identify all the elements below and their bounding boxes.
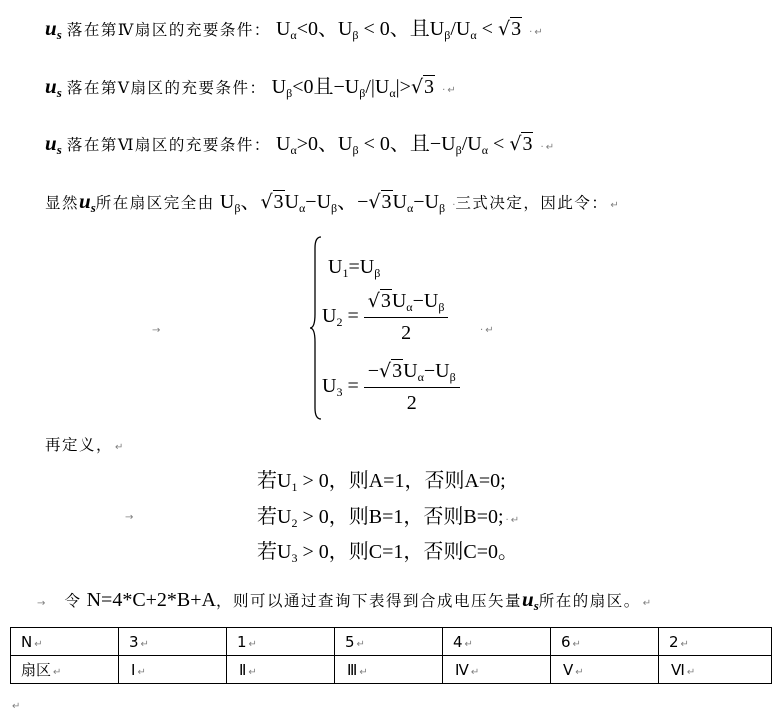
- condition-sector-6: $u_s$ 落在第Ⅵ扇区的充要条件： $U_\alpha>0$、$U_\beta < 0$、且$-U_\beta/U_\alpha < √3$ · ↵: [45, 131, 555, 157]
- sector-table: [10, 627, 772, 684]
- end-mark: ↵: [12, 701, 21, 712]
- us-symbol: $u_s$: [79, 189, 96, 215]
- us-symbol: $u_s$: [45, 74, 62, 100]
- determination-sentence: 显然$u_s$所在扇区完全由 $U_\beta$、$√3U_\alpha-U_\beta$、$-√3U_\alpha-U_\beta$ ·三式决定，因此令： ↵: [45, 189, 619, 215]
- tab-arrow: →: [125, 512, 134, 523]
- table-row: N ↵ 3 ↵ 1 ↵ 5 ↵ 4 ↵ 6 ↵ 2 ↵: [11, 628, 772, 656]
- table-row: 扇区 ↵ Ⅰ ↵ Ⅱ ↵ Ⅲ ↵ Ⅳ ↵ Ⅴ ↵ Ⅵ ↵: [11, 656, 772, 684]
- us-symbol: $u_s$: [522, 587, 539, 613]
- condition-b: 若$U_2 > 0$，则B=1，否则B=0; · ↵: [257, 506, 520, 530]
- condition-sector-5: $u_s$ 落在第Ⅴ扇区的充要条件： $U_\beta<0$且$-U_\beta/|U_\alpha|>√3$ · ↵: [45, 74, 456, 100]
- condition-sector-4: $u_s$ 落在第Ⅳ扇区的充要条件： $U_\alpha<0$、$U_\beta < 0$、且$U_\beta/U_\alpha < √3$ · ↵: [45, 16, 543, 42]
- paragraph-mark: · ↵: [480, 325, 494, 336]
- table-intro: → 令 N=4*C+2*B+A，则可以通过查询下表得到合成电压矢量$u_s$所在的扇区。 ↵: [37, 587, 652, 613]
- tab-arrow: →: [152, 325, 161, 336]
- equation-u1: $U_1=U_\beta$: [328, 256, 381, 280]
- equation-u2: $U_2$ = $\frac{√3U_\alpha-U_\beta}{2}$: [322, 290, 448, 345]
- condition-formula: $U_\alpha<0$、$U_\beta < 0$、且$U_\beta/U_\alpha < √3$: [275, 18, 522, 42]
- condition-formula: $U_\beta<0$且$-U_\beta/|U_\alpha|>√3$: [271, 76, 435, 100]
- equation-u3: $U_3$ = $\frac{-√3U_\alpha-U_\beta}{2}$: [322, 360, 460, 415]
- redefine-label: 再定义， ↵: [45, 436, 124, 454]
- condition-a: 若$U_1 > 0$，则A=1，否则A=0;: [257, 470, 506, 494]
- us-symbol: $u_s$: [45, 16, 62, 42]
- three-expressions: $U_\beta$、$√3U_\alpha-U_\beta$、$-√3U_\alpha-U_\beta$: [219, 191, 446, 215]
- us-symbol: $u_s$: [45, 131, 62, 157]
- condition-formula: $U_\alpha>0$、$U_\beta < 0$、且$-U_\beta/U_\alpha < √3$: [276, 133, 533, 157]
- condition-c: 若$U_3 > 0$，则C=1，否则C=0。: [257, 541, 518, 565]
- fraction: $\frac{√3U_\alpha-U_\beta}{2}$: [364, 290, 449, 345]
- left-brace: [309, 236, 323, 420]
- fraction: $\frac{-√3U_\alpha-U_\beta}{2}$: [364, 360, 460, 415]
